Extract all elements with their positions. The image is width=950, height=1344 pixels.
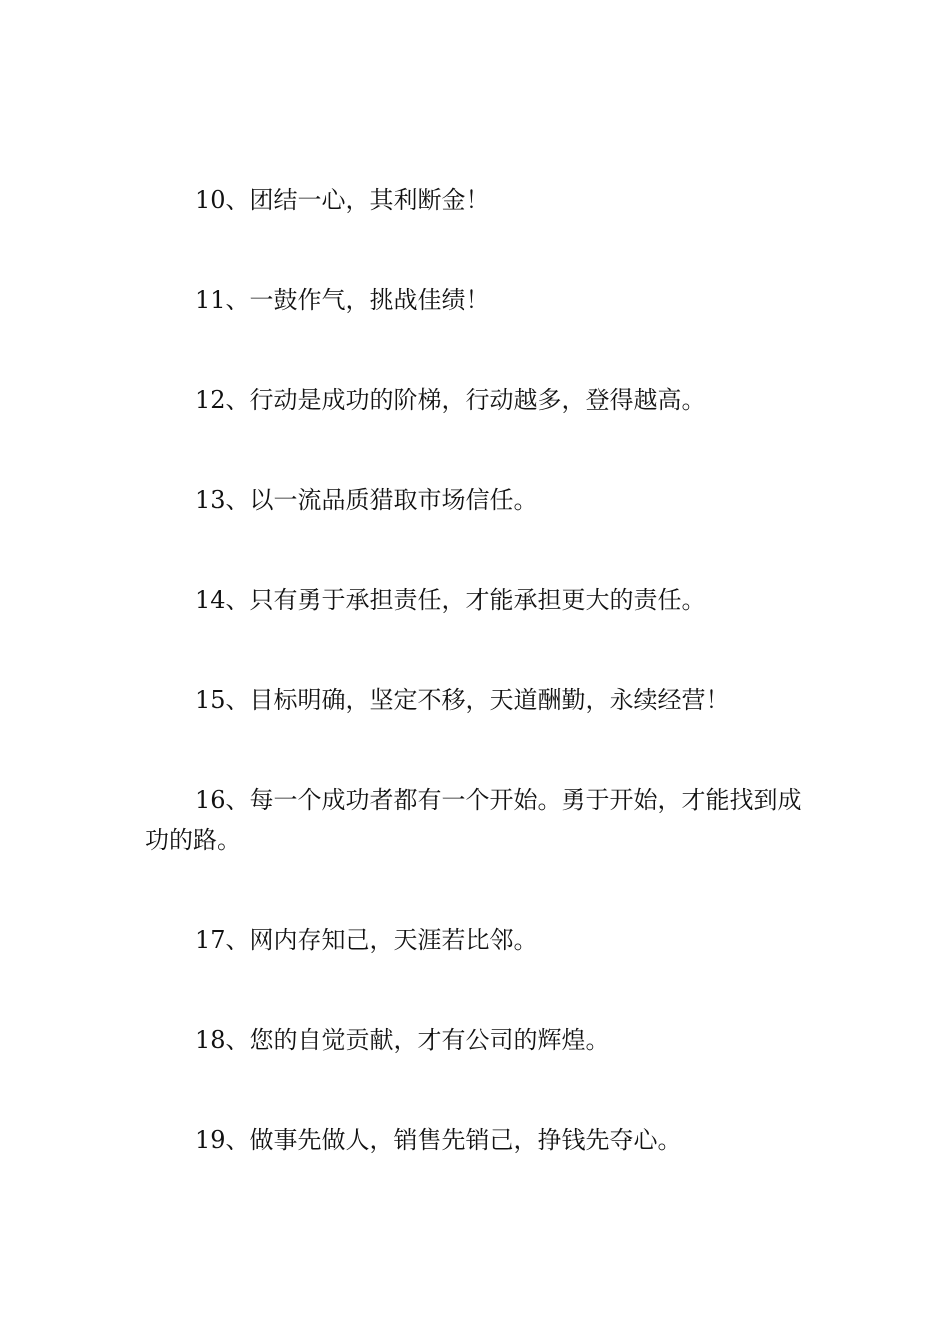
list-item: 19、做事先做人，销售先销己，挣钱先夺心。 bbox=[195, 1126, 682, 1154]
list-item: 12、行动是成功的阶梯，行动越多，登得越高。 bbox=[195, 386, 706, 414]
list-item: 16、每一个成功者都有一个开始。勇于开始，才能找到成功的路。 bbox=[145, 786, 802, 854]
list-item: 18、您的自觉贡献，才有公司的辉煌。 bbox=[195, 1026, 610, 1054]
list-item: 11、一鼓作气，挑战佳绩！ bbox=[195, 286, 490, 314]
list-item: 15、目标明确，坚定不移，天道酬勤，永续经营！ bbox=[195, 686, 730, 714]
list-item: 10、团结一心，其利断金！ bbox=[195, 186, 490, 214]
list-item: 13、以一流品质猎取市场信任。 bbox=[195, 486, 538, 514]
slogan-list bbox=[145, 180, 810, 1220]
list-item: 17、网内存知己，天涯若比邻。 bbox=[195, 926, 538, 954]
list-item: 14、只有勇于承担责任，才能承担更大的责任。 bbox=[195, 586, 706, 614]
